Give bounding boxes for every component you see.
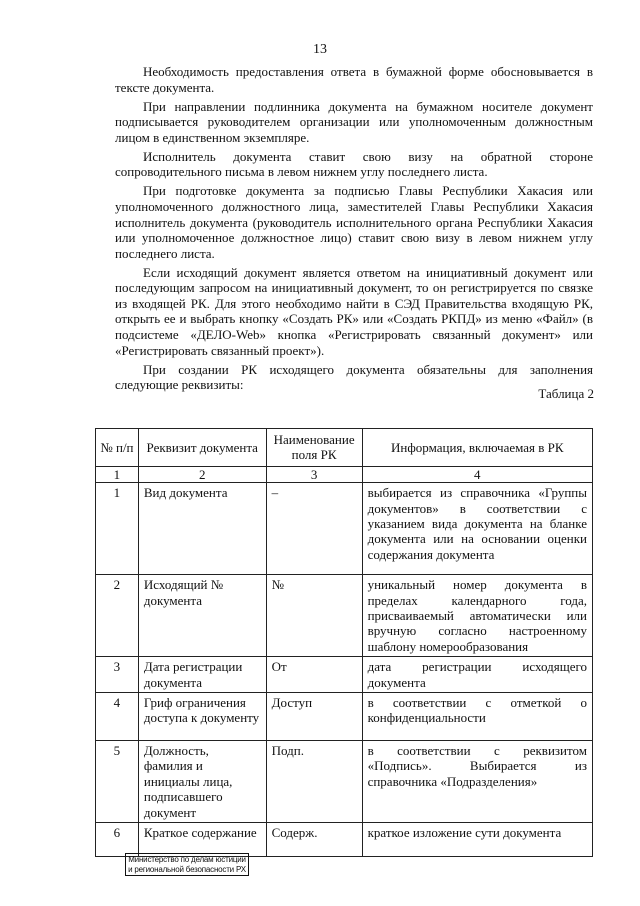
column-number: 3 (266, 466, 362, 482)
header-requisite: Реквизит документа (138, 429, 266, 467)
field-name: Подп. (266, 741, 362, 823)
paragraph: При направлении подлинника документа на бумажном носителе документ подписывается руководителем организации или уполномоченным должностным лицом в единственном экземпляре. (115, 98, 593, 145)
field-name: Содерж. (266, 823, 362, 857)
table-row (96, 693, 593, 741)
information: уникальный номер документа в пределах календарного года, присваиваемый автоматически или вручную согласно настроенному шаблону номерообразования (362, 575, 592, 657)
row-number: 4 (96, 693, 139, 741)
table-header-row (96, 429, 593, 467)
field-name: От (266, 657, 362, 693)
requisites-table (95, 428, 593, 857)
requisite: Должность, фамилия и инициалы лица, подписавшего документ (138, 741, 266, 823)
column-numbers-row (96, 466, 593, 482)
information: выбирается из справочника «Группы документов» в соответствии с указанием вида документа на бланке документа или на основании оценки содержания документа (362, 483, 592, 575)
column-number: 1 (96, 466, 139, 482)
requisite: Исходящий № документа (138, 575, 266, 657)
information: дата регистрации исходящего документа (362, 657, 592, 693)
row-number: 3 (96, 657, 139, 693)
paragraph: Необходимость предоставления ответа в бумажной форме обосновывается в тексте документа. (115, 64, 593, 95)
information: в соответствии с реквизитом «Подпись». Выбирается из справочника «Подразделения» (362, 741, 592, 823)
header-number: № п/п (96, 429, 139, 467)
column-number: 2 (138, 466, 266, 482)
row-number: 2 (96, 575, 139, 657)
row-number: 5 (96, 741, 139, 823)
body-text (115, 64, 593, 396)
table-caption: Таблица 2 (538, 386, 594, 401)
paragraph: При создании РК исходящего документа обязательны для заполнения следующие реквизиты: (115, 361, 593, 393)
header-information: Информация, включаемая в РК (362, 429, 592, 467)
paragraph: При подготовке документа за подписью Главы Республики Хакасия или уполномоченного должностного лица, заместителей Главы Республики Хакасия исполнитель документа (руководитель исполнительного органа Республики Хакасия или уполномоченное должностное лицо) ставит свою визу в левом нижнем углу последнего листа. (115, 183, 593, 261)
table-row (96, 483, 593, 575)
table-row (96, 741, 593, 823)
row-number: 1 (96, 483, 139, 575)
paragraph: Если исходящий документ является ответом на инициативный документ или последующим запросом на инициативный документ, то он регистрируется по связке из входящей РК. Для этого необходимо найти в СЭД Правительства входящую РК, открыть ее и выбрать кнопку «Создать РК» или «Создать РКПД» из меню «Файл» (в подсистеме «ДЕЛО-Web» кнопка «Регистрировать связанный документ» или «Регистрировать связанный проект»). (115, 264, 593, 358)
table-row (96, 657, 593, 693)
ministry-stamp: Министерство по делам юстиции и региональной безопасности РХ (125, 853, 249, 876)
table-row (96, 823, 593, 857)
page-number: 13 (313, 42, 327, 57)
table-row (96, 575, 593, 657)
row-number: 6 (96, 823, 139, 857)
field-name: № (266, 575, 362, 657)
field-name: – (266, 483, 362, 575)
requisite: Вид документа (138, 483, 266, 575)
header-field-name: Наименование поля РК (266, 429, 362, 467)
field-name: Доступ (266, 693, 362, 741)
requisite: Дата регистрации документа (138, 657, 266, 693)
column-number: 4 (362, 466, 592, 482)
information: краткое изложение сути документа (362, 823, 592, 857)
paragraph: Исполнитель документа ставит свою визу на обратной стороне сопроводительного письма в левом нижнем углу последнего листа. (115, 148, 593, 180)
information: в соответствии с отметкой о конфиденциальности (362, 693, 592, 741)
requisite: Гриф ограничения доступа к документу (138, 693, 266, 741)
requisite: Краткое содержание (138, 823, 266, 857)
